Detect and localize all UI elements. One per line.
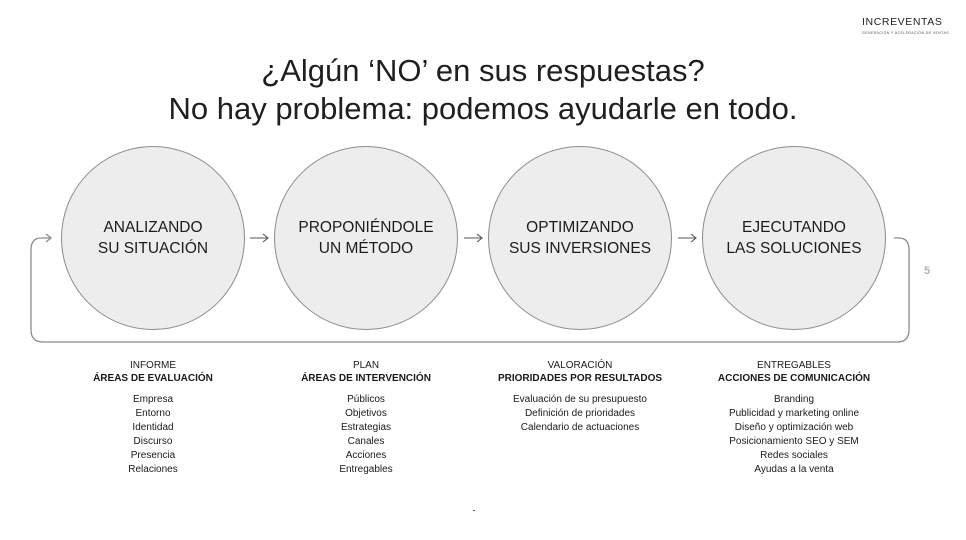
list-item: Entregables xyxy=(339,464,393,475)
list-item: Objetivos xyxy=(345,408,387,419)
info-column-plan xyxy=(266,359,466,477)
footer-dot xyxy=(473,510,475,511)
info-column-informe xyxy=(53,359,253,477)
logo-text: INCREVENTAS xyxy=(862,16,943,28)
step-title-line: PROPONIÉNDOLE xyxy=(298,219,434,236)
list-item: Evaluación de su presupuesto xyxy=(513,394,647,405)
column-label: PLAN xyxy=(352,360,380,371)
step-title-line: UN MÉTODO xyxy=(318,240,414,257)
arrow-right-icon xyxy=(249,232,271,244)
list-item: Públicos xyxy=(347,394,385,405)
column-heading: ÁREAS DE EVALUACIÓN xyxy=(93,373,213,384)
list-item: Empresa xyxy=(132,394,173,405)
step-title-line: ANALIZANDO xyxy=(103,219,203,236)
column-heading: ÁREAS DE INTERVENCIÓN xyxy=(301,373,431,384)
column-item-list xyxy=(53,393,253,477)
column-label: INFORME xyxy=(129,360,177,371)
column-heading: ACCIONES DE COMUNICACIÓN xyxy=(717,373,871,384)
list-item: Presencia xyxy=(130,450,176,461)
step-title-line: LAS SOLUCIONES xyxy=(726,240,862,257)
column-item-list xyxy=(694,393,894,477)
arrow-right-icon xyxy=(677,232,699,244)
list-item: Definición de prioridades xyxy=(524,408,636,419)
column-item-list xyxy=(480,393,680,435)
list-item: Ayudas a la venta xyxy=(754,464,834,475)
step-circle-ejecutando xyxy=(702,146,886,330)
list-item: Publicidad y marketing online xyxy=(728,408,860,419)
step-circle-proponiendole xyxy=(274,146,458,330)
list-item: Canales xyxy=(347,436,385,447)
column-heading: PRIORIDADES POR RESULTADOS xyxy=(497,373,663,384)
column-label: VALORACIÓN xyxy=(547,360,613,371)
list-item: Posicionamiento SEO y SEM xyxy=(729,436,859,447)
info-column-entregables xyxy=(694,359,894,477)
step-title-line: SUS INVERSIONES xyxy=(508,240,652,257)
list-item: Entorno xyxy=(135,408,171,419)
step-circle-analizando xyxy=(61,146,245,330)
logo-tagline: GENERACIÓN Y ACELERACIÓN DE VENTAS xyxy=(862,31,949,35)
arrow-right-icon xyxy=(463,232,485,244)
list-item: Estrategias xyxy=(340,422,392,433)
list-item: Relaciones xyxy=(128,464,178,475)
list-item: Discurso xyxy=(133,436,173,447)
column-label: ENTREGABLES xyxy=(757,360,831,371)
page-number: 5 xyxy=(924,265,931,277)
list-item: Identidad xyxy=(132,422,174,433)
title-line-2: No hay problema: podemos ayudarle en todo. xyxy=(168,91,798,126)
step-title-line: EJECUTANDO xyxy=(742,219,846,236)
list-item: Acciones xyxy=(345,450,387,461)
list-item: Diseño y optimización web xyxy=(734,422,854,433)
list-item: Calendario de actuaciones xyxy=(520,422,640,433)
step-title-line: SU SITUACIÓN xyxy=(97,240,209,257)
step-circle-optimizando xyxy=(488,146,672,330)
column-item-list xyxy=(266,393,466,477)
step-title-line: OPTIMIZANDO xyxy=(526,219,634,236)
title-line-1: ¿Algún ‘NO’ en sus respuestas? xyxy=(261,53,705,88)
info-column-valoracion xyxy=(480,359,680,435)
list-item: Redes sociales xyxy=(760,450,828,461)
list-item: Branding xyxy=(773,394,815,405)
